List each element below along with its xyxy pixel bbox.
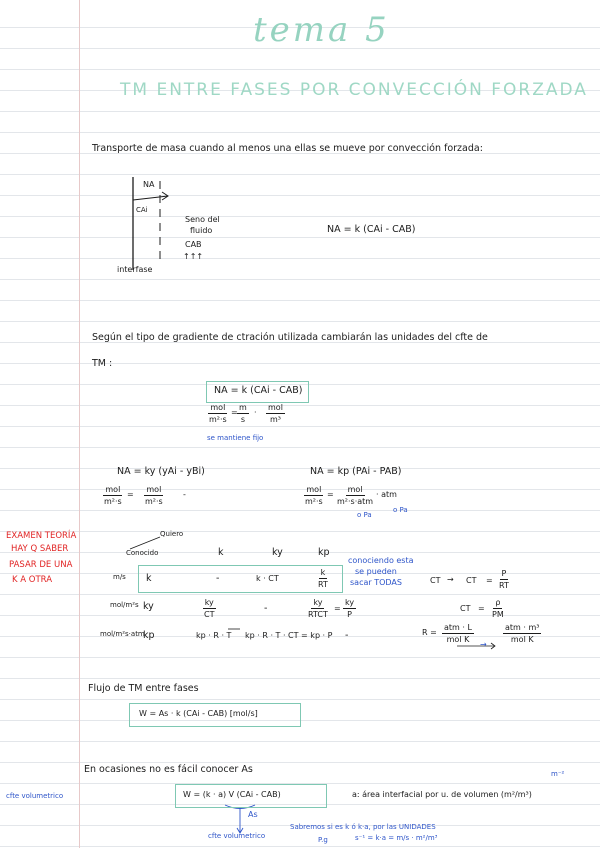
table-col-kp: kp: [318, 547, 330, 558]
table-row-2-c3: ky RTCT: [308, 598, 328, 619]
table-row-3-units: mol/m²s·atm: [100, 630, 145, 638]
units-frac-2: $\frac{m}{s}$: [239, 403, 247, 424]
ct-arrow: →: [447, 575, 454, 584]
units-dot: ·: [254, 408, 257, 417]
r-eq-arrow: →: [480, 640, 487, 649]
se-mantiene-note: se mantiene fijo: [207, 434, 264, 442]
units-eq-sign: =: [231, 408, 238, 417]
diagram-cai-label: CAi: [136, 206, 148, 214]
diagram-na-label: NA: [143, 180, 155, 189]
units-kp-tail: · atm: [376, 490, 397, 499]
diagram-seno-line2: fluido: [190, 226, 213, 235]
eq-kp: NA = kp (PAi - PAB): [310, 466, 402, 477]
table-col-ky: ky: [272, 547, 283, 558]
table-row-3-c2: kp · R · T · CT = kp · P: [245, 631, 333, 640]
r-eq-lhs: R =: [422, 628, 437, 637]
final-equation: W = (k · a) V (CAi - CAB): [183, 790, 281, 799]
diagram-cab-label: CAB: [185, 240, 202, 249]
cfte-volumetrico-bottom: cfte volumetrico: [208, 832, 266, 840]
units-ky-eq: =: [127, 490, 134, 499]
table-row-1-c3: $\frac{k}{RT}$: [318, 568, 328, 589]
diagram-arrows: ↑↑↑: [183, 252, 204, 261]
table-col-k: k: [218, 547, 224, 558]
table-row-1-c1: -: [216, 573, 220, 584]
ct2-eq-sign: =: [478, 604, 485, 613]
r-eq-frac-2: atm · m³ mol K: [505, 623, 540, 644]
cfte-volumetrico-left: cfte volumetrico: [6, 792, 64, 800]
ct-rhs-label: CT: [466, 576, 477, 585]
a-definition: a: área interfacial por u. de volumen (m²/m³): [352, 790, 532, 799]
table-row-3-c1: kp · R · T: [196, 631, 232, 640]
exam-note-line-2: HAY Q SABER: [11, 544, 69, 554]
table-row-2-c2: -: [264, 603, 268, 614]
table-row-1-box: [138, 565, 343, 593]
table-row-3-label: kp: [143, 630, 155, 641]
table-row-2-c4: $\frac{ky}{P}$: [345, 598, 355, 619]
boxed-equation: NA = k (CAi - CAB): [214, 385, 303, 396]
table-row-2-c1: $\frac{ky}{CT}$: [204, 598, 215, 619]
ct-eq-sign: =: [486, 576, 493, 585]
diagram-interfase-label: interfase: [117, 265, 153, 274]
units-ky-dash: -: [183, 490, 186, 499]
pg-note: P.g: [318, 836, 328, 844]
section-subtitle: TM ENTRE FASES POR CONVECCIÓN FORZADA: [120, 80, 588, 100]
blue-note-line-1: conociendo esta: [348, 556, 414, 565]
table-row-2-units: mol/m²s: [110, 601, 139, 609]
blue-note-line-2: se pueden: [355, 567, 397, 576]
units-kp-frac-1: mol m²·s: [305, 485, 323, 506]
table-row-2-eq: =: [334, 604, 341, 613]
units-kp-eq: =: [327, 490, 334, 499]
exam-note-line-3: PASAR DE UNA: [9, 560, 73, 570]
flujo-equation: W = As · k (CAi - CAB) [mol/s]: [139, 709, 258, 718]
diagram-equation: NA = k (CAi - CAB): [327, 224, 416, 235]
table-row-1-units: m/s: [113, 573, 126, 581]
table-row-3-c3: -: [345, 630, 349, 641]
intro-text: Transporte de masa cuando al menos una ellas se mueve por convección forzada:: [92, 143, 483, 154]
blue-note-line-3: sacar TODAS: [350, 578, 402, 587]
ct-frac: $\frac{P}{RT}$: [499, 569, 509, 590]
units-kp-pa-note-2: o Pa: [393, 506, 408, 514]
ct2-lhs: CT: [460, 604, 471, 613]
segun-line-2: TM :: [92, 358, 113, 369]
ct2-frac: $\frac{\rho}{PM}$: [492, 598, 504, 619]
units-frac-3: mol m³: [268, 403, 283, 424]
table-row-1-c2: k · CT: [256, 574, 279, 583]
units-ky-frac-1: mol m²·s: [104, 485, 122, 506]
ocasiones-text: En ocasiones no es fácil conocer As: [84, 764, 253, 775]
units-frac-1: mol m²·s: [209, 403, 227, 424]
ct-lhs: CT: [430, 576, 441, 585]
table-header-conocido: Conocido: [126, 549, 159, 557]
diagram-seno-line1: Seno del: [185, 215, 220, 224]
sabremos-line-1: Sabremos si es k ó k·a, por las UNIDADES: [290, 823, 436, 831]
segun-line-1: Según el tipo de gradiente de ctración utilizada cambiarán las unidades del cfte de: [92, 332, 488, 343]
sabremos-line-2: s⁻¹ = k·a = m/s · m²/m³: [355, 834, 438, 842]
table-row-1-label: k: [146, 573, 152, 584]
eq-ky: NA = ky (yAi - yBi): [117, 466, 205, 477]
exam-note-line-1: EXAMEN TEORÍA: [6, 531, 77, 541]
table-row-2-label: ky: [143, 601, 154, 612]
as-label: As: [248, 810, 258, 819]
table-header-quiero: Quiero: [160, 530, 184, 538]
flujo-title: Flujo de TM entre fases: [88, 683, 199, 694]
exam-note-line-4: K A OTRA: [12, 575, 53, 585]
r-eq-frac-1: atm · L mol K: [444, 623, 472, 644]
page-title: tema 5: [253, 10, 390, 50]
units-ky-frac-2: mol m²·s: [145, 485, 163, 506]
m-minus-note: m⁻²: [551, 770, 565, 778]
units-kp-frac-2: mol m²·s·atm: [337, 485, 374, 506]
units-kp-pa-note-1: o Pa: [357, 511, 372, 519]
